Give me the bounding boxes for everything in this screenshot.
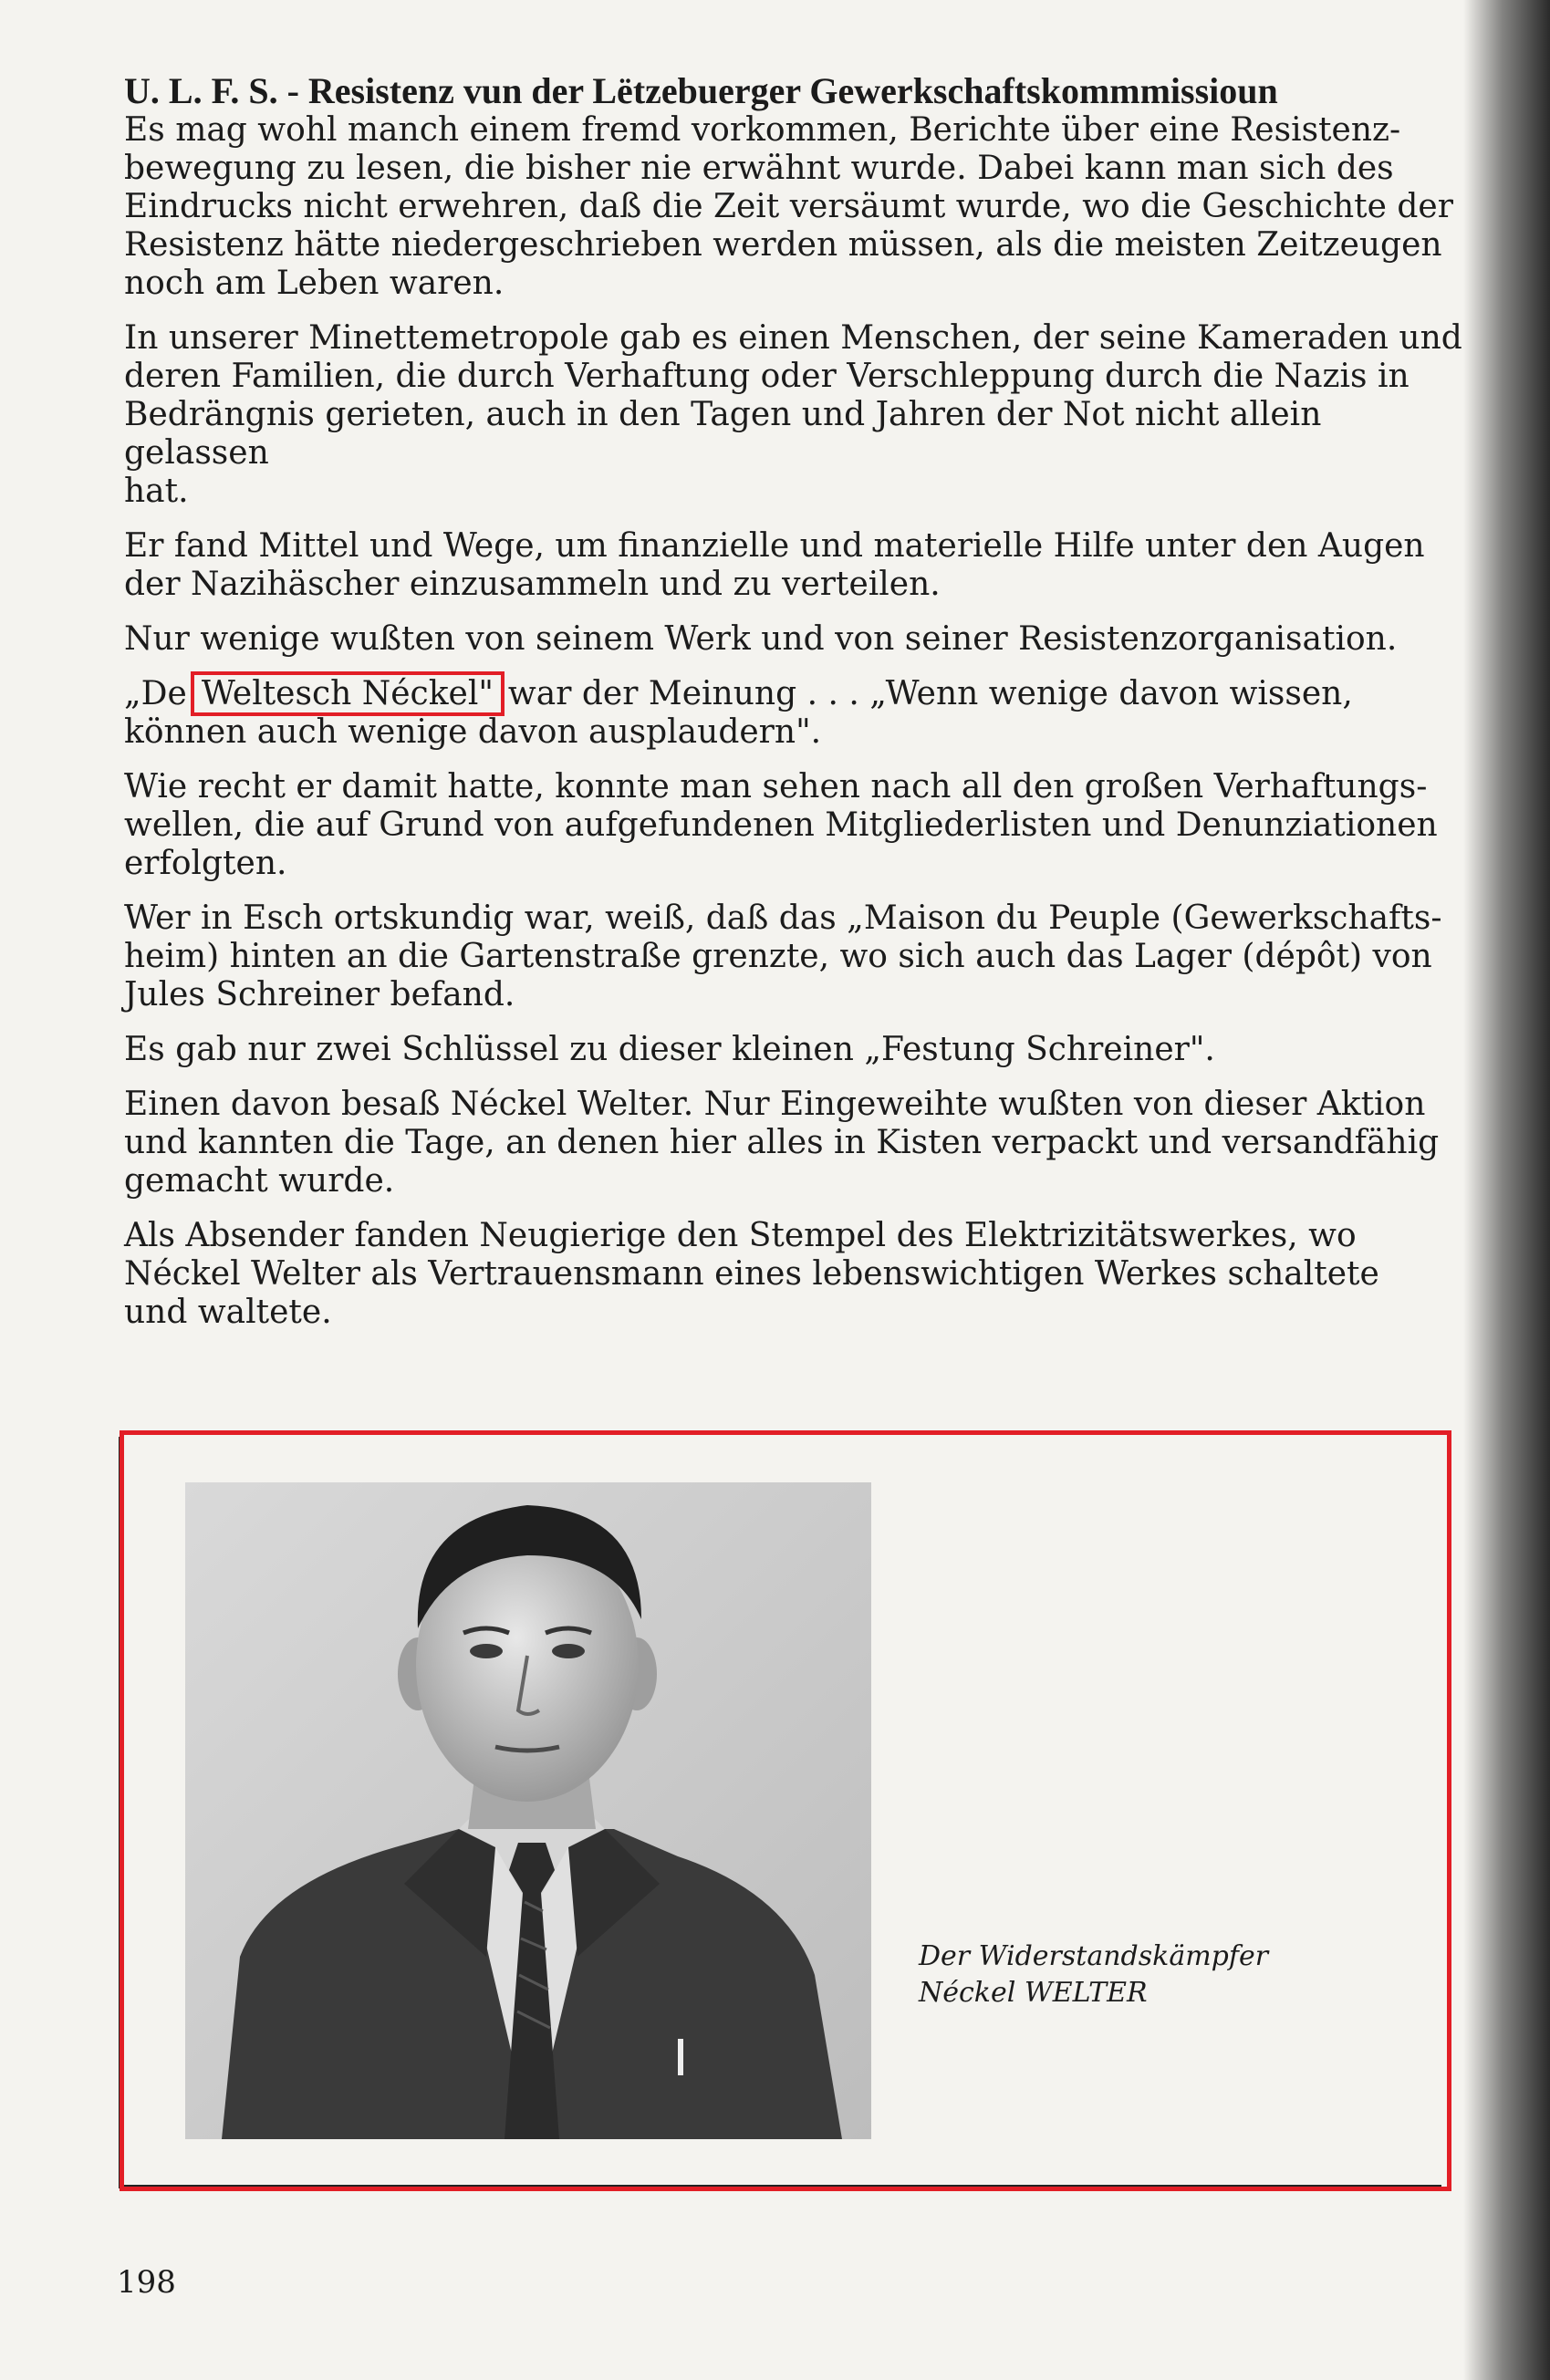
paragraph-1: Es mag wohl manch einem fremd vorkommen, Berichte über eine Resistenz- bewegung zu lesen, die bisher nie erwähnt wurde. Dabei kann man sich des Eindrucks nicht erwehren, daß die Zeit versäumt wurde, wo die Geschichte der Resistenz hätte niedergeschrieben werden müssen, als die meisten Zeitzeugen noch am Leben waren. <box>124 111 1453 302</box>
paragraph-2: In unserer Minettemetropole gab es einen Menschen, der seine Kameraden und deren Familien, die durch Verhaftung oder Verschleppung durch die Nazis in Bedrängnis gerieten, auch in den Tagen und Jahren der Not nicht allein gelassen hat. <box>124 319 1462 510</box>
page-number: 198 <box>117 2264 176 2301</box>
page-gutter-shadow <box>1463 0 1550 2380</box>
paragraph-3: Er fand Mittel und Wege, um finanzielle und materielle Hilfe unter den Augen der Nazihäscher einzusammeln und zu verteilen. <box>124 527 1425 603</box>
paragraph-9: Einen davon besaß Néckel Welter. Nur Eingeweihte wußten von dieser Aktion und kannten die Tage, an denen hier alles in Kisten verpackt und versandfähig gemacht wurde. <box>124 1086 1440 1200</box>
paragraph-6: Wie recht er damit hatte, konnte man sehen nach all den großen Verhaftungs- wellen, die auf Grund von aufgefundenen Mitgliederlisten und Denunziationen erfolgten. <box>124 768 1438 882</box>
paragraph-7: Wer in Esch ortskundig war, weiß, daß das „Maison du Peuple (Gewerkschafts- heim) hinten an die Gartenstraße grenzte, wo sich auch das Lager (dépôt) von Jules Schreiner befand. <box>124 899 1442 1013</box>
figure-highlight-box <box>120 1430 1451 2191</box>
quote-open: „De <box>124 675 187 712</box>
photo-caption: Der Widerstandskämpfer Néckel WELTER <box>919 1940 1269 2009</box>
paragraph-10: Als Absender fanden Neugierige den Stempel des Elektrizitätswerkes, wo Néckel Welter als Vertrauensmann eines lebenswichtigen Werkes schaltete und waltete. <box>124 1217 1379 1331</box>
quote-rest: war der Meinung . . . „Wenn wenige davon wissen, können auch wenige davon ausplaudern". <box>124 675 1353 751</box>
paragraph-4: Nur wenige wußten von seinem Werk und von seiner Resistenzorganisation. <box>124 620 1398 658</box>
quote-paragraph <box>124 675 1465 752</box>
article-heading: U. L. F. S. - Resistenz vun der Lëtzebuerger Gewerkschaftskommmissioun <box>124 70 1278 111</box>
article-text <box>124 71 1465 1348</box>
highlighted-name: Weltesch Néckel" <box>191 671 505 716</box>
paragraph-8: Es gab nur zwei Schlüssel zu dieser kleinen „Festung Schreiner". <box>124 1031 1215 1068</box>
